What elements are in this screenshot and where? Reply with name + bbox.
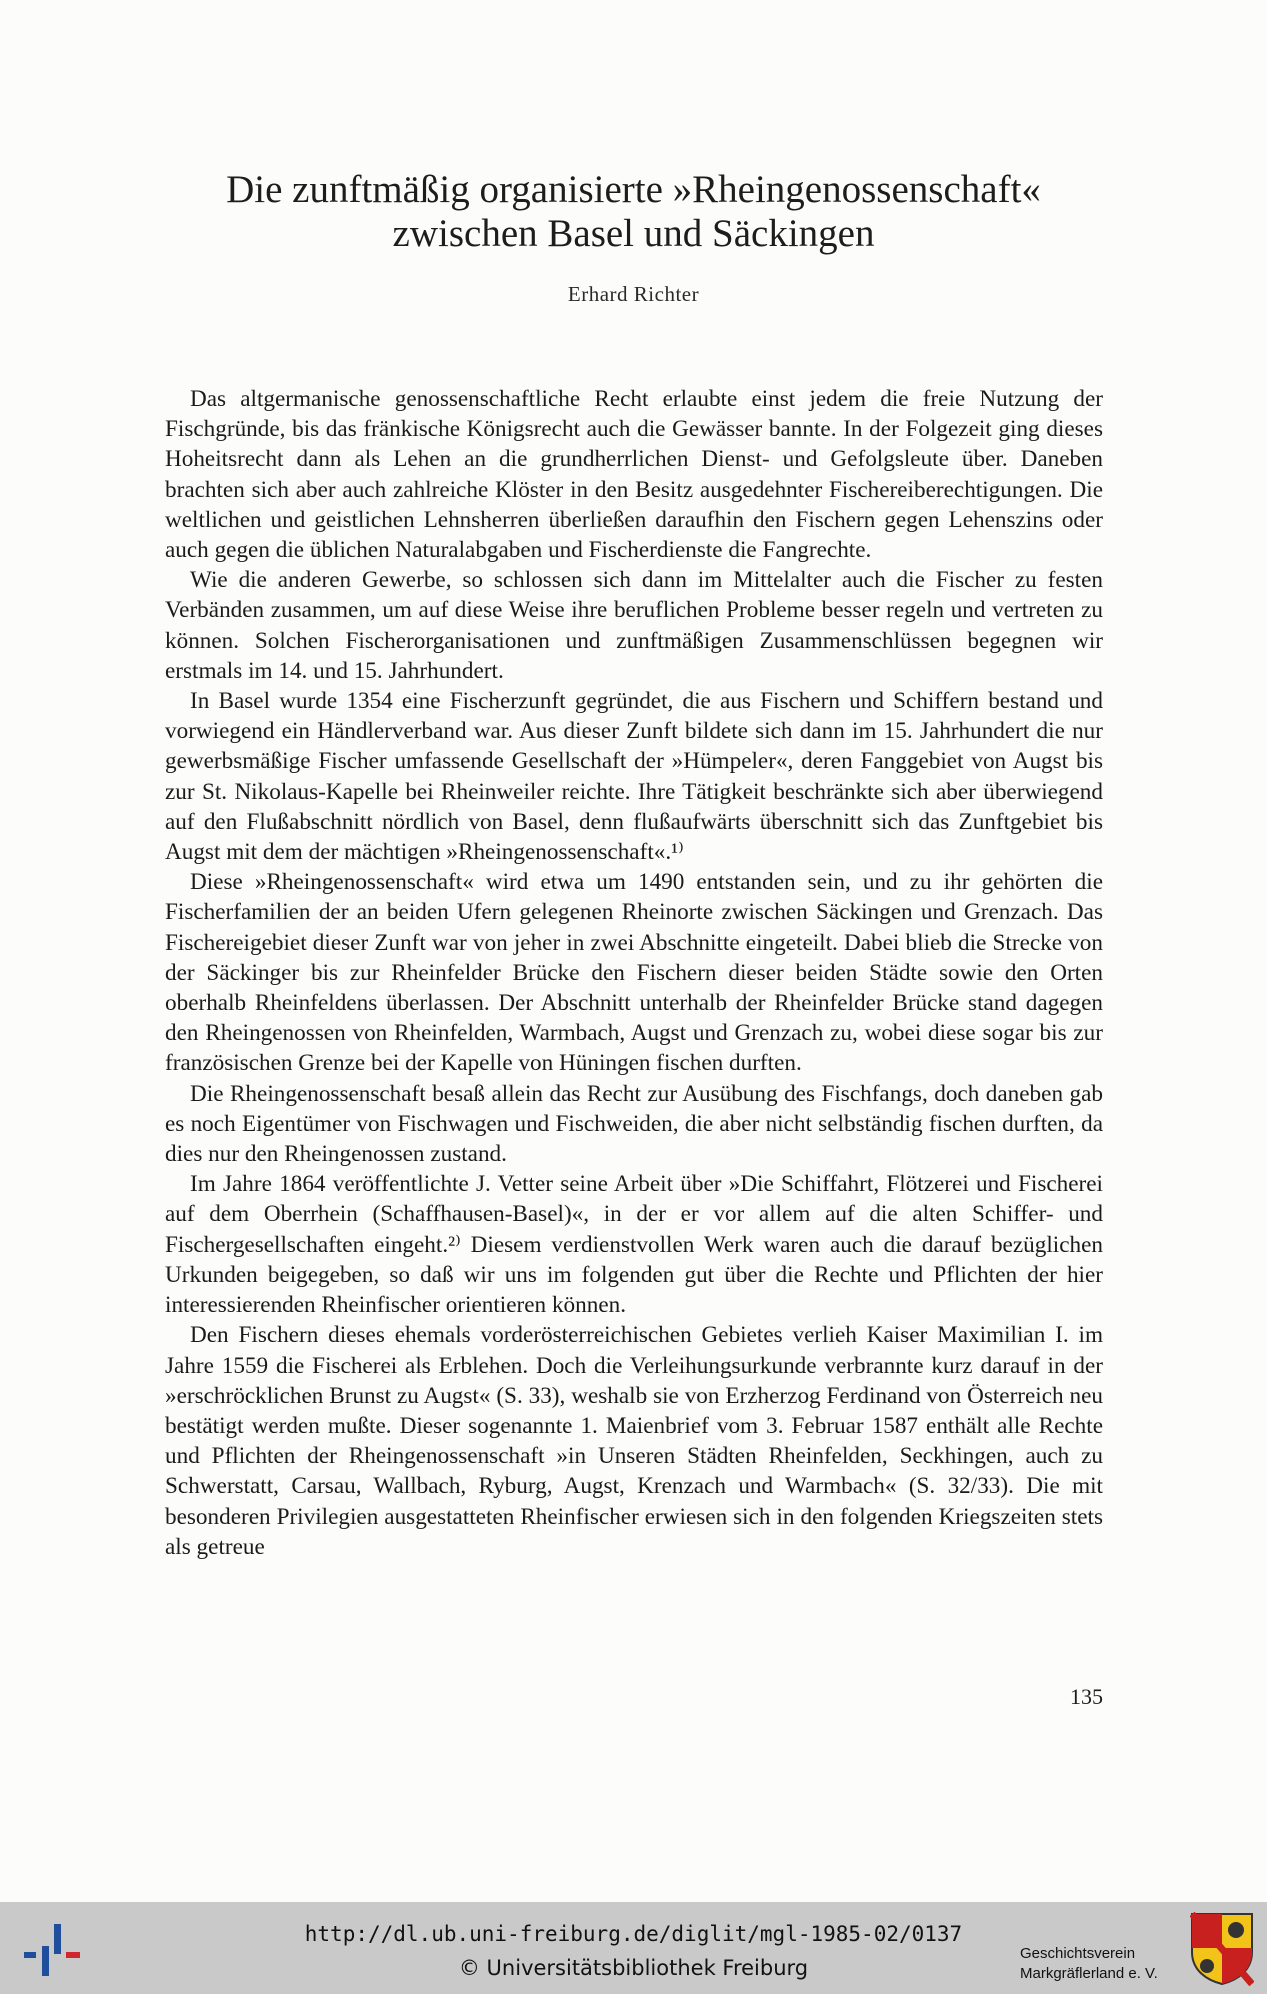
paragraph-6: Im Jahre 1864 veröffentlichte J. Vetter seine Arbeit über »Die Schiffahrt, Flötzerei und Fischerei auf dem Oberrhein (Schaffhausen-Basel)«, in der er vor allem auf die alten Schiffer- und Fischergesellschaften eingeht.²⁾ Diesem verdienstvollen Werk waren auch die darauf bezüglichen Urkunden beigegeben, so daß wir uns im folgenden gut über die Rechte und Pflichten der hier interessierenden Rheinfischer orientieren können. [165,1171,1103,1319]
society-name [1020,1944,1158,1984]
society-line-1: Geschichtsverein [1020,1945,1136,1962]
paragraph-1: Das altgermanische genossenschaftliche Recht erlaubte einst jedem die freie Nutzung der Fischgründe, bis das fränkische Königsrecht auch die Gewässer bannte. In der Folgezeit ging dieses Hoheitsrecht dann als Lehen an die grundherrlichen Dienst- und Gefolgsleute über. Daneben brachten sich aber auch zahlreiche Klöster in den Besitz ausgedehnter Fischereiberechtigungen. Die weltlichen und geistlichen Lehnsherren überließen daraufhin den Fischern gegen Lehenszins oder auch gegen die üblichen Naturalabgaben und Fischerdienste die Fangrechte. [165,386,1103,564]
paragraph-5: Die Rheingenossenschaft besaß allein das Recht zur Ausübung des Fischfangs, doch daneben gab es noch Eigentümer von Fischwagen und Fischweiden, die aber nicht selbständig fischen durften, da dies nur den Rheingenossen zustand. [165,1080,1103,1168]
permalink-url[interactable]: http://dl.ub.uni-freiburg.de/diglit/mgl-1985-02/0137 [304,1922,963,1946]
article-body [165,384,1103,1562]
page-title [150,168,1117,256]
paragraph-7: Den Fischern dieses ehemals vorderösterreichischen Gebietes verlieh Kaiser Maximilian I. im Jahre 1559 die Fischerei als Erblehen. Doch die Verleihungsurkunde verbrannte kurz darauf in der »erschröcklichen Brunst zu Augst« (S. 33), weshalb sie von Erzherzog Ferdinand von Österreich neu bestätigt werden mußte. Dieser sogenannte 1. Maienbrief vom 3. Februar 1587 enthält alle Rechte und Pflichten der Rheingenossenschaft »in Unseren Städten Rheinfelden, Seckhingen, auch zu Schwerstatt, Carsau, Wallbach, Ryburg, Augst, Krenzach und Warmbach« (S. 32/33). Die mit besonderen Privilegien ausgestatteten Rheinfischer erwiesen sich in den folgenden Kriegszeiten stets als getreue [165,1322,1103,1560]
coat-of-arms-icon [1190,1912,1254,1986]
paragraph-4: Diese »Rheingenossenschaft« wird etwa um 1490 entstanden sein, und zu ihr gehörten die Fischerfamilien der an beiden Ufern gelegenen Rheinorte zwischen Säckingen und Grenzach. Das Fischereigebiet dieser Zunft war von jeher in zwei Abschnitte eingeteilt. Dabei blieb die Strecke von der Säckinger bis zur Rheinfelder Brücke den Fischern dieser beiden Städte sowie den Orten oberhalb Rheinfeldens überlassen. Der Abschnitt unterhalb der Rheinfelder Brücke stand dagegen den Rheingenossen von Rheinfelden, Warmbach, Augst und Grenzach zu, wobei diese sogar bis zur französischen Grenze bei der Kapelle von Hüningen fischen durften. [165,869,1103,1077]
society-line-2: Markgräflerland e. V. [1020,1965,1158,1982]
copyright-text: © Universitätsbibliothek Freiburg [458,1956,809,1980]
paragraph-3: In Basel wurde 1354 eine Fischerzunft gegründet, die aus Fischern und Schiffern bestand und vorwiegend ein Händlerverband war. Aus dieser Zunft bildete sich dann im 15. Jahrhundert die nur gewerbsmäßige Fischer umfassende Gesellschaft der »Hümpeler«, deren Fanggebiet von Augst bis zur St. Nikolaus-Kapelle bei Rheinweiler reichte. Ihre Tätigkeit beschränkte sich aber überwiegend auf den Flußabschnitt nördlich von Basel, denn flußaufwärts überschnitt sich das Zunftgebiet bis Augst mit dem der mächtigen »Rheingenossenschaft«.¹⁾ [165,688,1103,866]
title-line-1: Die zunftmäßig organisierte »Rheingenossenschaft« [226,168,1041,211]
page-number: 135 [1070,1684,1103,1709]
paragraph-2: Wie die anderen Gewerbe, so schlossen sich dann im Mittelalter auch die Fischer zu festen Verbänden zusammen, um auf diese Weise ihre beruflichen Probleme besser regeln und vertreten zu können. Solchen Fischerorganisationen und zunftmäßigen Zusammenschlüssen begegnen wir erstmals im 14. und 15. Jahrhundert. [165,567,1103,684]
title-line-2: zwischen Basel und Säckingen [392,212,875,255]
author-name: Erhard Richter [567,282,700,306]
footer-bar [0,1902,1267,1994]
